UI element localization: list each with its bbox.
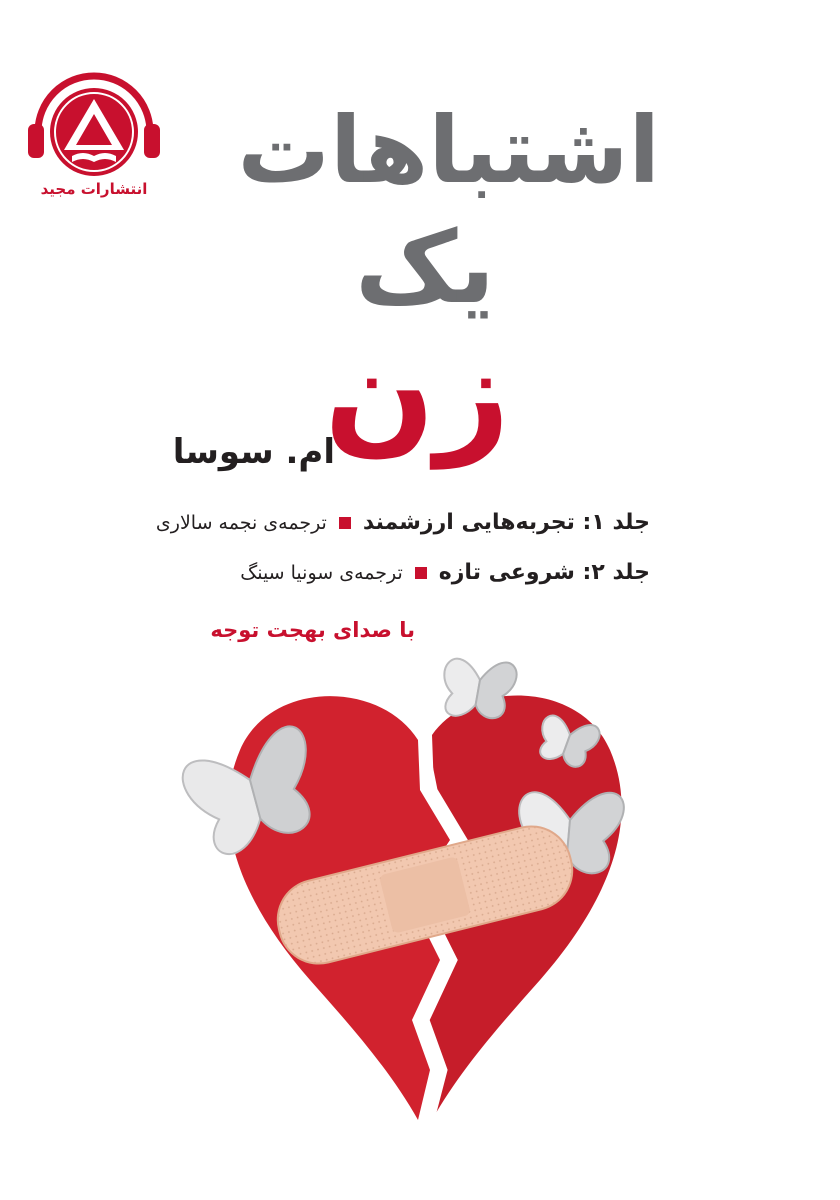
volume-1-title: جلد ۱: تجربه‌هایی ارزشمند bbox=[362, 510, 650, 535]
title-line-3: زن bbox=[324, 317, 510, 469]
title-line-2: یک bbox=[355, 209, 495, 326]
narrator-credit: با صدای بهجت توجه bbox=[210, 618, 415, 642]
square-bullet-icon bbox=[415, 567, 427, 579]
author-name: ام. سوسا bbox=[172, 432, 335, 472]
title-line-1: اشتباهات bbox=[237, 97, 660, 204]
publisher-name: انتشارات مجید bbox=[40, 180, 148, 198]
broken-heart-illustration bbox=[180, 640, 660, 1160]
volume-2-row bbox=[240, 560, 650, 585]
volume-2-title: جلد ۲: شروعی تازه bbox=[438, 560, 650, 585]
square-bullet-icon bbox=[339, 517, 351, 529]
volume-1-translator: ترجمه‌ی نجمه سالاری bbox=[155, 511, 327, 534]
volume-2-translator: ترجمه‌ی سونیا سینگ bbox=[240, 561, 403, 584]
volume-1-row bbox=[156, 510, 650, 535]
